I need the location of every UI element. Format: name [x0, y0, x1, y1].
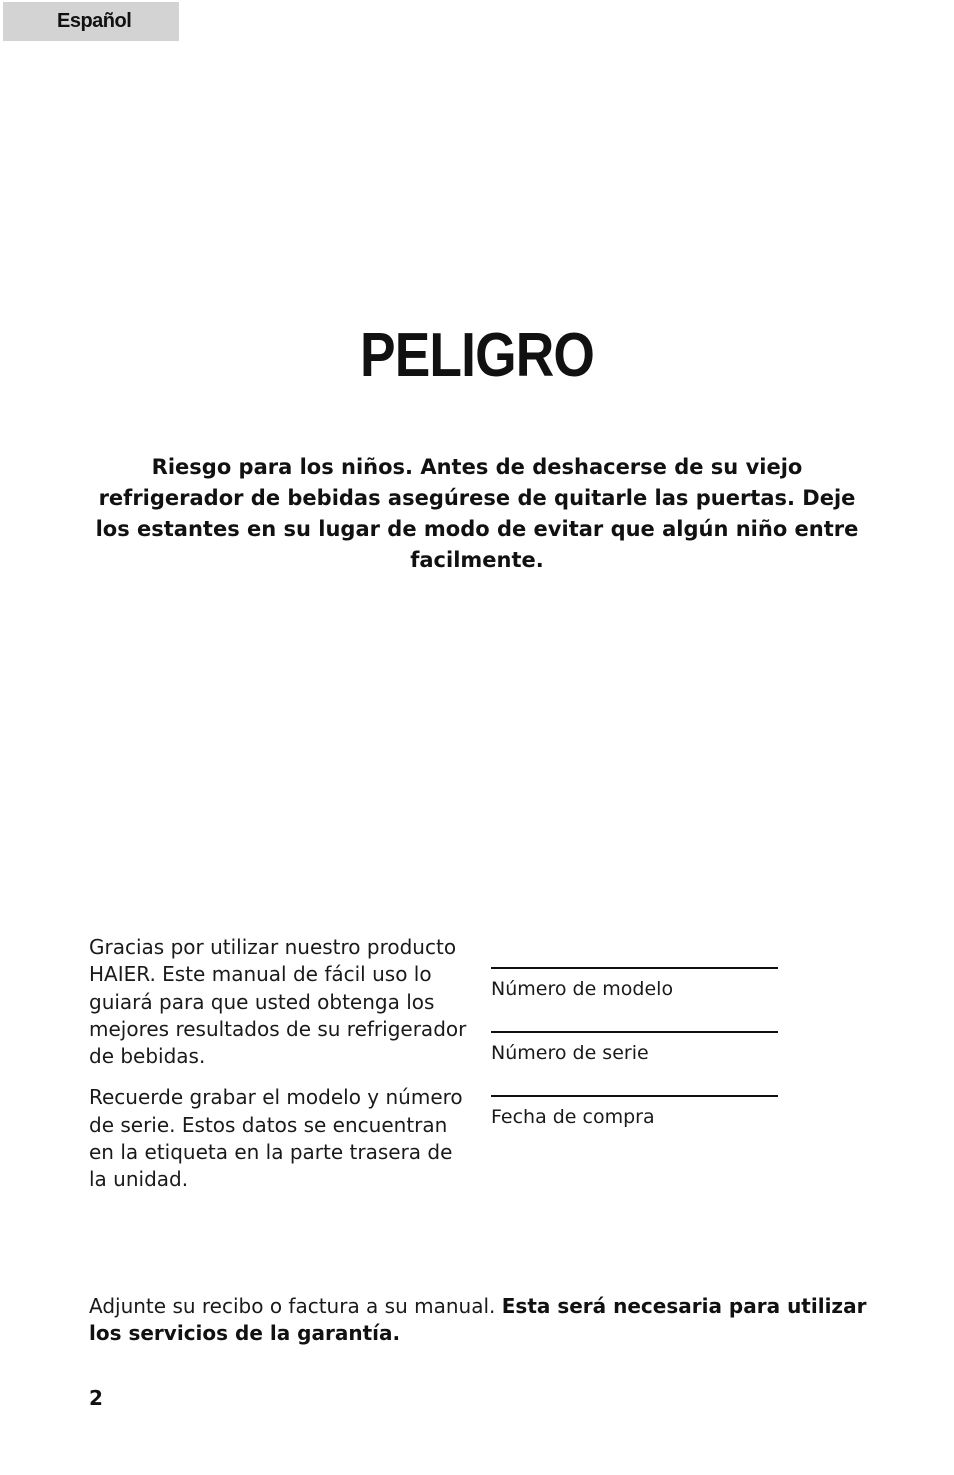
purchase-date-field [491, 1095, 778, 1159]
model-number-field [491, 967, 778, 1031]
receipt-note [89, 1293, 869, 1347]
intro-paragraph-record: Recuerde grabar el modelo y número de serie. Estos datos se encuentran en la etiqueta en la parte trasera de la unidad. [89, 1085, 463, 1192]
model-number-label: Número de modelo [491, 978, 674, 1000]
serial-number-label: Número de serie [491, 1042, 649, 1064]
product-record-fields [491, 967, 778, 1159]
page-number: 2 [89, 1386, 103, 1410]
page-title: PELIGRO [360, 321, 594, 390]
language-tab [3, 2, 179, 41]
intro-section [89, 934, 469, 1208]
language-label: Español [57, 10, 132, 32]
receipt-note-bold-text: Esta será necesaria para utilizar los servicios de la garantía. [89, 1294, 867, 1345]
receipt-note-text: Adjunte su recibo o factura a su manual. [89, 1294, 502, 1318]
purchase-date-label: Fecha de compra [491, 1106, 655, 1128]
serial-number-field [491, 1031, 778, 1095]
intro-paragraph-thanks: Gracias por utilizar nuestro producto HAIER. Este manual de fácil uso lo guiará para que usted obtenga los mejores resultados de su refrigerador de bebidas. [89, 935, 467, 1069]
danger-warning-text: Riesgo para los niños. Antes de deshacerse de su viejo refrigerador de bebidas asegúrese de quitarle las puertas. Deje los estantes en su lugar de modo de evitar que algún niño entre facilmente. [95, 455, 859, 572]
